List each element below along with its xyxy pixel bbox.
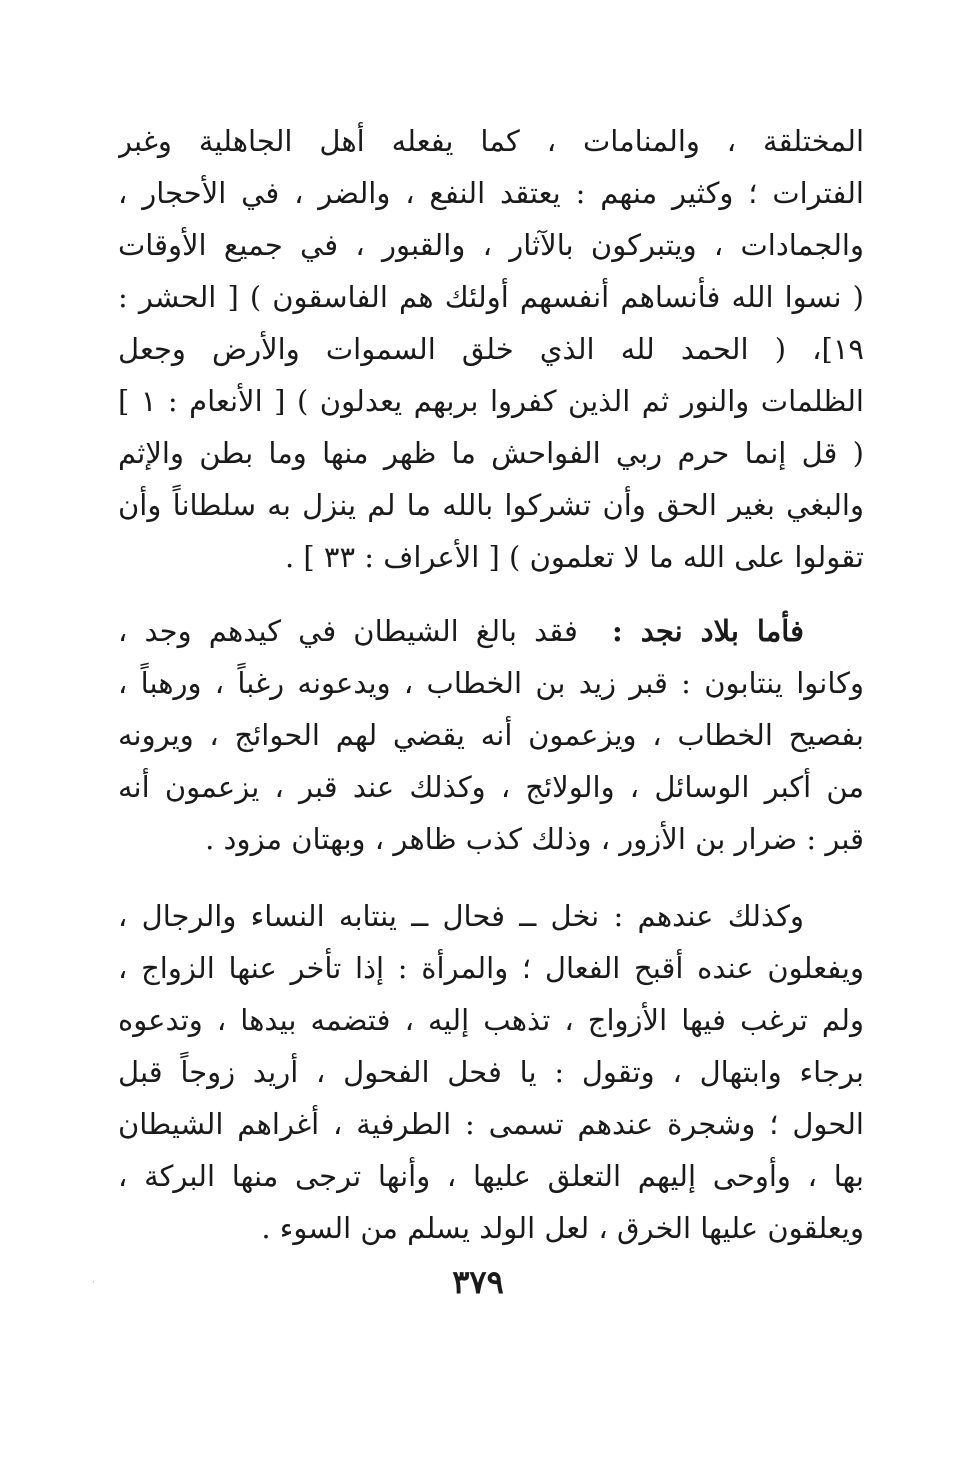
text-line-first xyxy=(118,605,864,657)
text-line: المختلقة ، والمنامات ، كما يفعله أهل الجاهلية وغبر xyxy=(118,124,864,158)
paragraph-2 xyxy=(118,605,864,865)
text-line: والجمادات ، ويتبركون بالآثار ، والقبور ، في جميع الأوقات xyxy=(118,228,864,262)
text-line: برجاء وابتهال ، وتقول : يا فحل الفحول ، أريد زوجاً قبل xyxy=(118,1055,864,1089)
text-line: بفصيح الخطاب ، ويزعمون أنه يقضي لهم الحوائج ، ويرونه xyxy=(118,718,864,752)
paragraph-3 xyxy=(118,890,864,1254)
text-line: ويفعلون عنده أقبح الفعال ؛ والمرأة : إذا تأخر عنها الزواج ، xyxy=(118,951,864,985)
section-lead: فأما بلاد نجد : xyxy=(612,614,804,648)
text-line: تقولوا على الله ما لا تعلمون ) [ الأعراف : ٣٣ ] . xyxy=(284,540,864,574)
text-line: الفترات ؛ وكثير منهم : يعتقد النفع ، والضر ، في الأحجار ، xyxy=(118,176,864,210)
text-line: ١٩]، ( الحمد لله الذي خلق السموات والأرض وجعل xyxy=(118,332,864,366)
text-line: قبر : ضرار بن الأزور ، وذلك كذب ظاهر ، وبهتان مزود . xyxy=(205,822,864,856)
text-line: ويعلقون عليها الخرق ، لعل الولد يسلم من السوء . xyxy=(261,1211,864,1245)
text-line: وكانوا ينتابون : قبر زيد بن الخطاب ، ويدعونه رغباً ، ورهباً ، xyxy=(118,666,864,700)
scan-speck-mark: · xyxy=(92,1278,95,1288)
page-number: ٣٧٩ xyxy=(452,1263,504,1301)
first-line-rest: فقد بالغ الشيطان في كيدهم وجد ، xyxy=(118,614,578,648)
text-line: ( نسوا الله فأنساهم أنفسهم أولئك هم الفاسقون ) [ الحشر : xyxy=(118,280,864,314)
text-line: وكذلك عندهم : نخل ــ فحال ــ ينتابه النساء والرجال ، xyxy=(118,899,804,933)
text-line: الظلمات والنور ثم الذين كفروا بربهم يعدلون ) [ الأنعام : ١ ] xyxy=(118,384,864,418)
text-line: من أكبر الوسائل ، والولائج ، وكذلك عند قبر ، يزعمون أنه xyxy=(118,770,864,804)
text-line: الحول ؛ وشجرة عندهم تسمى : الطرفية ، أغراهم الشيطان xyxy=(118,1107,864,1141)
text-line: ( قل إنما حرم ربي الفواحش ما ظهر منها وما بطن والإثم xyxy=(118,436,864,470)
text-line: والبغي بغير الحق وأن تشركوا بالله ما لم ينزل به سلطاناً وأن xyxy=(118,488,864,522)
paragraph-1 xyxy=(118,115,864,583)
text-line: بها ، وأوحى إليهم التعلق عليها ، وأنها ترجى منها البركة ، xyxy=(118,1159,864,1193)
text-line: ولم ترغب فيها الأزواج ، تذهب إليه ، فتضمه بيدها ، وتدعوه xyxy=(118,1003,864,1037)
